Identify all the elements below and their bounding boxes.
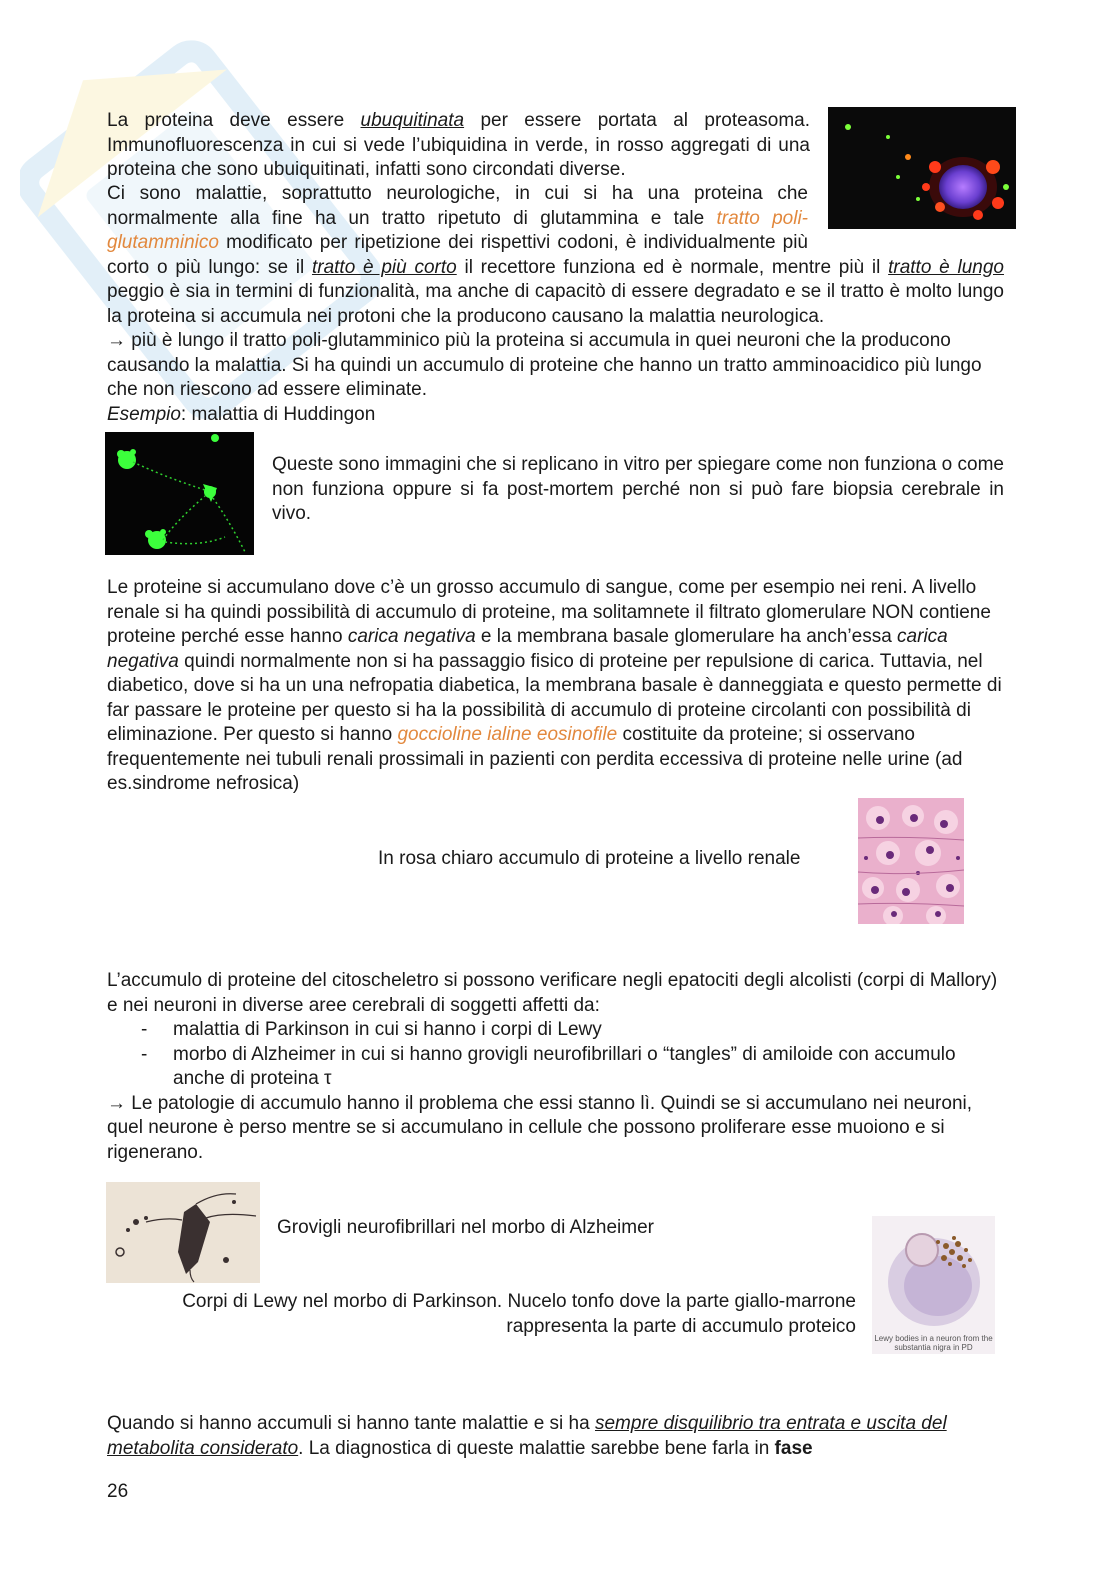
imbalance-term: sempre disquilibrio tra entrata e uscita del metabolita considerato	[107, 1413, 947, 1459]
list-item-text: malattia di Parkinson in cui si hanno i corpi di Lewy	[173, 1019, 602, 1040]
paragraph-arrow-2: → Le patologie di accumulo hanno il problema che essi stanno lì. Quindi se si accumulano nei neuroni, quel neurone è perso mentre se si accumulano in cellule che possono proliferare esse muoiono e si rigenerano.	[107, 1092, 973, 1163]
paragraph-cytoskeleton	[107, 969, 1004, 1165]
text-span: peggio è sia in termini di funzionalità, ma anche di capacitò di essere degradato e se il tratto è molto lungo la proteina si accumula nei protoni che la producono causano la malattia neurologica.	[107, 281, 1004, 327]
polyglutamine-term: tratto poli-glutamminico	[107, 207, 808, 253]
caption-alzheimer: Grovigli neurofibrillari nel morbo di Alzheimer	[277, 1217, 654, 1238]
negative-charge-term: carica negativa	[107, 626, 948, 672]
text-span: Ci sono malattie, soprattutto neurologiche, in cui si ha una proteina che normalmente alla fine ha un tratto ripetuto di glutammina e tale	[107, 183, 808, 229]
example-text: : malattia di Huddingon	[180, 403, 376, 425]
paragraph-arrow-1: → più è lungo il tratto poli-glutamminico più la proteina si accumula in quei neuroni che la producono causando la malattia. Si ha quindi un accumulo di proteine che hanno un tratto amminoacidico più lungo che non riescono ad essere eliminate.	[107, 330, 982, 400]
caption-renal: In rosa chiaro accumulo di proteine a livello renale	[378, 848, 801, 869]
cytoskeleton-intro: L’accumulo di proteine del citoscheletro si possono verificare negli epatociti degli alcolisti (corpi di Mallory) e nei neuroni in diverse aree cerebrali di soggetti affetti da:	[107, 970, 998, 1016]
alzheimer-tangles-image	[106, 1182, 260, 1283]
negative-charge-term: carica negativa	[347, 626, 476, 647]
list-dash: -	[141, 1043, 148, 1065]
list-item-text: morbo di Alzheimer in cui si hanno grovigli neurofibrillari o “tangles” di amiloide con accumulo anche di proteina τ	[173, 1043, 956, 1089]
list-item	[107, 1018, 1004, 1043]
long-tract-term: tratto è lungo	[888, 256, 1004, 278]
text-span: il recettore funziona ed è normale, mentre più il	[456, 256, 889, 278]
text-span: Le proteine si accumulano dove c’è un grosso accumulo di sangue, come per esempio nei reni. A livello renale si ha quindi possibilità di accumulo di proteine, ma solitamnete il filtrato glomerulare NON contiene proteine perché esse hanno	[107, 577, 991, 647]
disease-list	[107, 1018, 1004, 1092]
short-tract-term: tratto è più corto	[311, 256, 457, 278]
example-label: Esempio	[107, 403, 181, 425]
hyaline-droplets-term: goccioline ialine eosinofile	[397, 724, 618, 745]
float-spacer	[808, 182, 1004, 234]
text-span: modificato per ripetizione dei rispettivi codoni, è individualmente più corto o più lungo: se il	[107, 232, 808, 278]
paragraph-polyglutamine	[107, 182, 1004, 427]
paragraph-ubiquitination	[107, 109, 810, 183]
text-span: Quando si hanno accumuli si hanno tante malattie e si ha	[107, 1413, 595, 1434]
text-span: e la membrana basale glomerulare ha anch’essa	[475, 626, 898, 647]
list-dash: -	[141, 1019, 148, 1040]
list-item	[107, 1043, 1004, 1092]
text-span: per essere portata al proteasoma. Immunofluorescenza in cui si vede l’ubiquidina in verde, in rosso aggregati di una proteina che sono ubuiquitinati, infatti sono circondati diverse.	[107, 110, 811, 180]
fase-term: fase	[774, 1437, 813, 1459]
paragraph-renal	[107, 576, 1004, 797]
text-span: quindi normalmente non si ha passaggio fisico di proteine per repulsione di carica. Tuttavia, nel diabetico, dove si ha un una nefropatia diabetica, la membrana basale è danneggiata e questo permette di far passare le proteine per questo si ha la possibilità di accumulo di proteine circolanti con possibilità di eliminazione. Per questo si hanno	[107, 650, 1002, 745]
renal-histology-image	[858, 798, 964, 924]
page-number: 26	[107, 1481, 129, 1502]
caption-lewy: Corpi di Lewy nel morbo di Parkinson. Nucelo tonfo dove la parte giallo-marrone rappresenta la parte di accumulo proteico	[182, 1291, 856, 1337]
lewy-body-image	[872, 1216, 995, 1354]
ubiquitinata-term: ubuquitinata	[360, 110, 465, 131]
huntington-neurons-image	[105, 432, 254, 555]
text-span: La proteina deve essere	[107, 110, 361, 131]
paragraph-in-vitro: Queste sono immagini che si replicano in vitro per spiegare come non funziona o come non funziona oppure si fa post-mortem perché non si può fare biopsia cerebrale in vivo.	[272, 454, 1004, 524]
text-span: costituite da proteine; si osservano frequentemente nei tubuli renali prossimali in pazienti con perdita eccessiva di proteine nelle urine (ad es.sindrome nefrosica)	[107, 724, 963, 794]
paragraph-conclusion	[107, 1412, 1004, 1461]
paragraph-example	[107, 403, 1004, 428]
text-span: . La diagnostica di queste malattie sarebbe bene farla in	[298, 1437, 775, 1459]
lewy-image-caption: Lewy bodies in a neuron from the substantia nigra in PD	[874, 1334, 993, 1352]
